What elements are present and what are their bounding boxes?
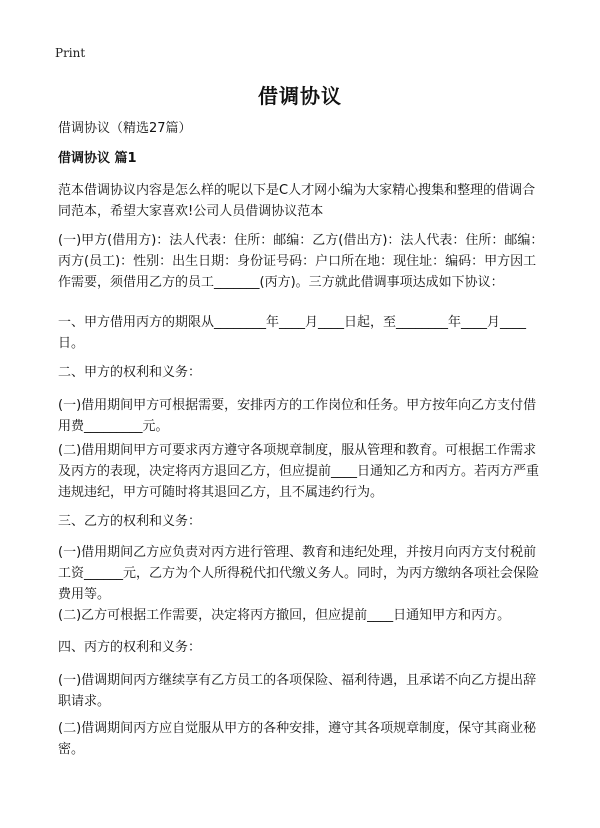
paragraph: (一)甲方(借用方)：法人代表：住所：邮编：乙方(借出方)：法人代表：住所：邮编：丙方(员工)：性别：出生日期：身份证号码：户口所在地：现住址：编码：甲方因工作需要，须借用乙方的员工_______(丙方)。三方就此借调事项达成如下协议： [58, 233, 544, 290]
paragraph: (一)借调期间丙方继续享有乙方员工的各项保险、福利待遇，且承诺不向乙方提出辞职请求。 [58, 673, 537, 709]
section-heading: 四、丙方的权利和义务： [58, 640, 202, 655]
document-title: 借调协议 [258, 84, 342, 108]
section-heading: 三、乙方的权利和义务： [58, 514, 202, 529]
section-title: 借调协议 篇1 [58, 151, 137, 166]
paragraph: (二)借用期间甲方可要求丙方遵守各项规章制度，服从管理和教育。可根据工作需求及丙方的表现，决定将丙方退回乙方，但应提前____日通知乙方和丙方。若丙方严重违规违纪，甲方可随时将其退回乙方，且不属违约行为。 [58, 443, 540, 500]
paragraph: (一)借用期间乙方应负责对丙方进行管理、教育和违纪处理，并按月向丙方支付税前工资______元，乙方为个人所得税代扣代缴义务人。同时，为丙方缴纳各项社会保险费用等。 [58, 545, 540, 602]
paragraph: 一、甲方借用丙方的期限从________年____月____日起，至________年____月____日。 [58, 315, 527, 351]
paragraph: (二)乙方可根据工作需要，决定将丙方撤回，但应提前____日通知甲方和丙方。 [58, 608, 511, 623]
document-subtitle: 借调协议（精选27篇） [58, 121, 192, 136]
paragraph: (二)借调期间丙方应自觉服从甲方的各种安排，遵守其各项规章制度，保守其商业秘密。 [58, 721, 537, 757]
paragraph: (一)借用期间甲方可根据需要，安排丙方的工作岗位和任务。甲方按年向乙方支付借用费_________元。 [58, 398, 537, 434]
paragraph: 范本借调协议内容是怎么样的呢以下是C人才网小编为大家精心搜集和整理的借调合同范本，希望大家喜欢!公司人员借调协议范本 [58, 183, 536, 219]
print-link[interactable]: Print [55, 46, 86, 60]
section-heading: 二、甲方的权利和义务： [58, 365, 202, 380]
